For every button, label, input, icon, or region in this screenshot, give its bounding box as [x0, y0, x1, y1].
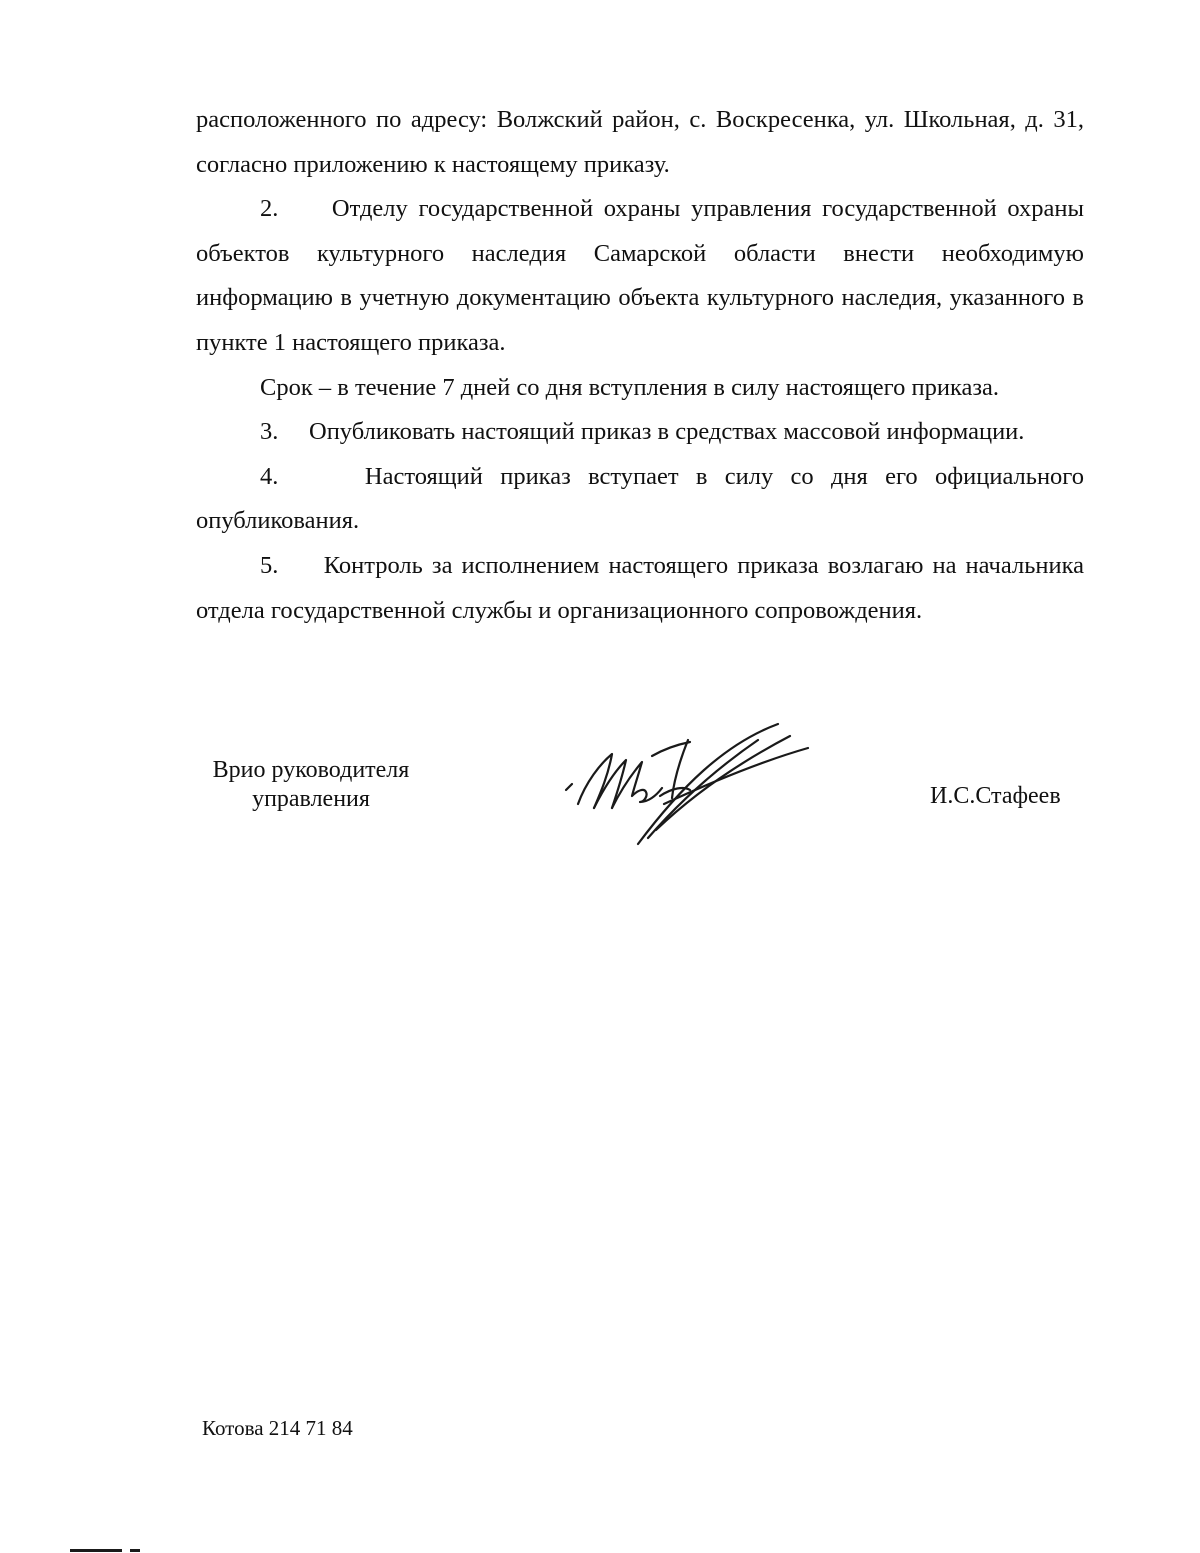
- paragraph-item-3: 3. Опубликовать настоящий приказ в средствах массовой информации.: [260, 418, 1025, 446]
- paragraph-item-4: 4. Настоящий приказ вступает в силу со дня его официального опубликования.: [196, 462, 1084, 535]
- signatory-position-line-1: Врио руководителя: [212, 757, 410, 783]
- paragraph-item-2: 2. Отделу государственной охраны управления государственной охраны объектов культурного наследия Самарской области внести необходимую информацию в учетную документацию объекта культурного наследия, указанного в пункте 1 настоящего приказа.: [196, 195, 1084, 356]
- executor-contact: Котова 214 71 84: [202, 1416, 353, 1440]
- scan-edge-mark: [70, 1549, 140, 1552]
- paragraph-address-continuation: расположенного по адресу: Волжский район, с. Воскресенка, ул. Школьная, д. 31, согласно приложению к настоящему приказу.: [196, 106, 1084, 178]
- paragraph-item-5: 5. Контроль за исполнением настоящего приказа возлагаю на начальника отдела государственной службы и организационного сопровождения.: [196, 551, 1084, 624]
- paragraph-deadline: Срок – в течение 7 дней со дня вступления в силу настоящего приказа.: [260, 373, 1000, 401]
- document-body: [196, 98, 1084, 633]
- signatory-position-line-2: управления: [252, 786, 370, 812]
- handwritten-signature: [556, 718, 816, 850]
- signatory-position: [196, 756, 426, 814]
- signatory-name: И.С.Стафеев: [930, 783, 1061, 809]
